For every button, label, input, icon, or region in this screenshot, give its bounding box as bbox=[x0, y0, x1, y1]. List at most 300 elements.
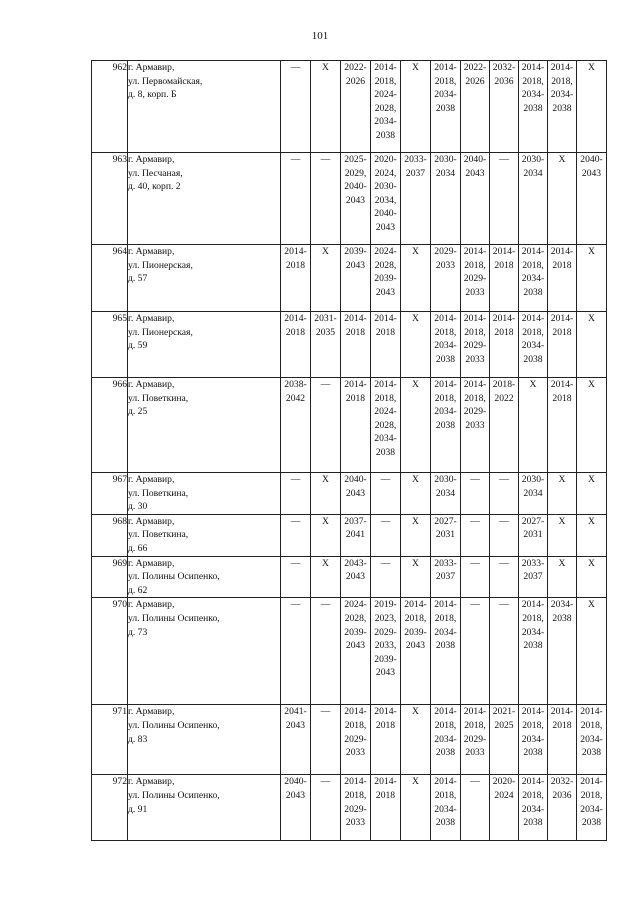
schedule-value: — bbox=[499, 599, 509, 611]
schedule-value: 2037- bbox=[344, 515, 367, 527]
schedule-cell bbox=[548, 598, 577, 705]
schedule-value: — bbox=[290, 62, 301, 73]
table-row bbox=[92, 556, 607, 598]
schedule-cell bbox=[371, 312, 401, 378]
schedule-value: 2032- bbox=[492, 62, 516, 73]
schedule-value: 2018, bbox=[434, 392, 457, 404]
schedule-value: 2043 bbox=[345, 259, 366, 271]
schedule-value: 2030- bbox=[521, 154, 545, 165]
schedule-value: Х bbox=[322, 515, 329, 527]
schedule-cell bbox=[281, 598, 311, 705]
schedule-value: 2014- bbox=[463, 313, 487, 324]
schedule-cell bbox=[577, 556, 607, 598]
schedule-cell bbox=[281, 312, 311, 378]
address-cell bbox=[128, 473, 281, 515]
schedule-value: 2034- bbox=[434, 803, 457, 815]
schedule-value: 2018 bbox=[494, 326, 514, 338]
schedule-value: Х bbox=[412, 776, 419, 788]
address-line: г. Армавир, bbox=[128, 379, 175, 390]
schedule-cell bbox=[281, 705, 311, 775]
schedule-value: 2028, bbox=[374, 419, 397, 431]
address-line: ул. Поветкина, bbox=[128, 487, 189, 499]
schedule-cell bbox=[401, 705, 431, 775]
schedule-cell bbox=[281, 556, 311, 598]
row-number: 963 bbox=[92, 153, 128, 245]
schedule-value: Х bbox=[588, 557, 595, 569]
schedule-cell bbox=[490, 775, 519, 841]
schedule-value: 2040- bbox=[344, 181, 367, 193]
schedule-value: 2020- bbox=[492, 776, 516, 788]
schedule-value: — bbox=[470, 599, 480, 611]
schedule-value: Х bbox=[322, 62, 329, 73]
schedule-value: 2014- bbox=[374, 62, 397, 73]
schedule-value: 2030- bbox=[434, 474, 457, 485]
schedule-value: 2014- bbox=[580, 706, 603, 718]
schedule-cell bbox=[401, 473, 431, 515]
schedule-cell bbox=[490, 514, 519, 556]
schedule-value: 2034- bbox=[580, 733, 603, 745]
schedule-cell bbox=[281, 775, 311, 841]
schedule-value: 2014- bbox=[463, 706, 487, 718]
address-line: г. Армавир, bbox=[128, 313, 175, 324]
schedule-cell bbox=[461, 378, 490, 473]
table-row bbox=[92, 598, 607, 705]
schedule-value: Х bbox=[322, 246, 329, 257]
page-number: 101 bbox=[311, 30, 329, 42]
schedule-value: 2033 bbox=[465, 286, 485, 298]
address-line: ул. Полины Осипенко, bbox=[128, 789, 220, 801]
schedule-value: Х bbox=[558, 515, 566, 527]
schedule-value: 2034, bbox=[374, 194, 397, 206]
schedule-cell bbox=[548, 705, 577, 775]
schedule-value: — bbox=[320, 599, 331, 611]
schedule-value: 2018 bbox=[552, 259, 572, 271]
schedule-value: 2014- bbox=[521, 706, 545, 718]
schedule-value: 2014- bbox=[434, 706, 457, 718]
address-line: г. Армавир, bbox=[128, 246, 175, 257]
schedule-value: 2028, bbox=[374, 259, 397, 271]
schedule-value: 2031 bbox=[523, 529, 543, 541]
schedule-value: 2018, bbox=[434, 75, 457, 87]
schedule-value: 2026 bbox=[345, 75, 366, 87]
address-line: д. 59 bbox=[128, 340, 148, 352]
schedule-value: 2014- bbox=[550, 379, 574, 390]
schedule-value: — bbox=[320, 706, 331, 718]
schedule-value: 2018, bbox=[344, 789, 367, 801]
schedule-value: 2024- bbox=[374, 89, 397, 101]
schedule-value: 2032- bbox=[550, 776, 574, 788]
schedule-cell bbox=[401, 514, 431, 556]
address-line: д. 83 bbox=[128, 733, 148, 745]
address-line: д. 91 bbox=[128, 803, 148, 815]
schedule-value: 2018, bbox=[464, 326, 486, 338]
schedule-value: 2018- bbox=[492, 379, 516, 390]
schedule-cell bbox=[519, 61, 548, 153]
schedule-cell bbox=[548, 245, 577, 312]
schedule-value: 2014- bbox=[521, 313, 545, 324]
schedule-cell bbox=[281, 153, 311, 245]
address-line: г. Армавир, bbox=[128, 599, 175, 611]
schedule-cell bbox=[577, 598, 607, 705]
schedule-value: Х bbox=[588, 379, 595, 390]
schedule-value: — bbox=[290, 557, 301, 569]
address-line: ул. Поветкина, bbox=[128, 392, 189, 404]
schedule-cell bbox=[490, 473, 519, 515]
schedule-value: 2033 bbox=[465, 419, 485, 431]
schedule-cell bbox=[490, 705, 519, 775]
schedule-value: 2043 bbox=[345, 571, 366, 583]
schedule-value: 2038- bbox=[284, 379, 307, 390]
schedule-value: 2024- bbox=[374, 246, 397, 257]
schedule-value: 2034- bbox=[550, 89, 574, 101]
schedule-value: 2029- bbox=[463, 406, 487, 418]
schedule-value: 2014- bbox=[284, 313, 307, 324]
schedule-value: 2038 bbox=[523, 747, 543, 759]
schedule-value: 2018 bbox=[345, 392, 366, 404]
schedule-value: 2034- bbox=[434, 406, 457, 418]
schedule-value: 2018, bbox=[522, 75, 544, 87]
schedule-value: 2037 bbox=[523, 571, 543, 583]
schedule-cell bbox=[490, 598, 519, 705]
schedule-value: 2037 bbox=[435, 571, 456, 583]
schedule-value: Х bbox=[588, 62, 595, 73]
schedule-value: 2024, bbox=[374, 167, 397, 179]
schedule-cell bbox=[401, 598, 431, 705]
schedule-value: 2024- bbox=[344, 599, 367, 611]
schedule-cell bbox=[490, 245, 519, 312]
schedule-value: 2038 bbox=[523, 640, 543, 652]
schedule-cell bbox=[401, 556, 431, 598]
schedule-value: 2030- bbox=[434, 154, 457, 165]
schedule-value: 2014- bbox=[550, 706, 574, 718]
schedule-value: 2014- bbox=[463, 379, 487, 390]
schedule-value: Х bbox=[412, 474, 419, 485]
schedule-value: 2034- bbox=[550, 599, 574, 611]
schedule-value: 2014- bbox=[434, 776, 457, 788]
schedule-value: 2039- bbox=[404, 626, 427, 638]
schedule-value: 2014- bbox=[492, 246, 516, 257]
schedule-cell bbox=[548, 312, 577, 378]
schedule-value: 2028, bbox=[374, 102, 397, 114]
schedule-cell bbox=[461, 598, 490, 705]
schedule-value: 2038 bbox=[435, 353, 456, 365]
row-number: 965 bbox=[92, 312, 128, 378]
schedule-cell bbox=[431, 775, 461, 841]
address-line: д. 57 bbox=[128, 273, 148, 285]
schedule-value: Х bbox=[412, 557, 419, 569]
address-line: д. 30 bbox=[128, 501, 148, 513]
schedule-cell bbox=[371, 598, 401, 705]
schedule-cell bbox=[311, 378, 341, 473]
schedule-value: 2018 bbox=[552, 392, 572, 404]
schedule-value: 2023, bbox=[374, 612, 397, 624]
schedule-cell bbox=[341, 312, 371, 378]
schedule-cell bbox=[341, 556, 371, 598]
address-line: г. Армавир, bbox=[128, 557, 175, 569]
schedule-value: 2038 bbox=[581, 747, 602, 759]
schedule-value: 2014- bbox=[463, 246, 487, 257]
schedule-value: 2029- bbox=[434, 246, 457, 257]
schedule-cell bbox=[577, 775, 607, 841]
schedule-cell bbox=[577, 312, 607, 378]
schedule-cell bbox=[490, 153, 519, 245]
schedule-value: 2034- bbox=[434, 626, 457, 638]
schedule-value: 2034- bbox=[434, 733, 457, 745]
schedule-value: 2038 bbox=[375, 446, 396, 458]
schedule-value: 2043 bbox=[375, 667, 396, 679]
schedule-cell bbox=[431, 61, 461, 153]
schedule-value: 2018 bbox=[552, 326, 572, 338]
schedule-cell bbox=[519, 514, 548, 556]
table-row bbox=[92, 245, 607, 312]
schedule-value: Х bbox=[412, 62, 419, 73]
schedule-cell bbox=[401, 312, 431, 378]
row-number: 962 bbox=[92, 61, 128, 153]
schedule-cell bbox=[461, 473, 490, 515]
schedule-cell bbox=[431, 705, 461, 775]
schedule-value: 2022- bbox=[463, 62, 487, 73]
schedule-value: Х bbox=[529, 379, 537, 390]
schedule-value: 2038 bbox=[435, 419, 456, 431]
schedule-value: 2034 bbox=[523, 167, 543, 179]
row-number: 970 bbox=[92, 598, 128, 705]
schedule-value: 2041- bbox=[284, 706, 307, 718]
schedule-value: 2018, bbox=[522, 259, 544, 271]
schedule-value: 2014- bbox=[344, 313, 367, 324]
schedule-cell bbox=[548, 775, 577, 841]
schedule-value: 2014- bbox=[492, 313, 516, 324]
schedule-value: Х bbox=[412, 246, 419, 257]
schedule-value: 2025 bbox=[494, 719, 514, 731]
address-line: ул. Полины Осипенко, bbox=[128, 719, 220, 731]
schedule-value: 2039- bbox=[374, 653, 397, 665]
schedule-cell bbox=[341, 378, 371, 473]
schedule-value: 2018 bbox=[285, 326, 306, 338]
address-line: д. 62 bbox=[128, 584, 148, 596]
schedule-cell bbox=[371, 705, 401, 775]
schedule-value: Х bbox=[558, 474, 566, 485]
schedule-value: Х bbox=[588, 599, 595, 611]
schedule-value: 2043- bbox=[344, 557, 367, 569]
schedule-value: 2018 bbox=[375, 789, 396, 801]
row-number: 966 bbox=[92, 378, 128, 473]
schedule-value: 2038 bbox=[435, 102, 456, 114]
schedule-cell bbox=[519, 598, 548, 705]
schedule-value: 2018, bbox=[580, 789, 603, 801]
schedule-cell bbox=[519, 556, 548, 598]
schedule-value: — bbox=[499, 474, 509, 485]
schedule-value: 2030- bbox=[374, 181, 397, 193]
schedule-cell bbox=[311, 514, 341, 556]
schedule-value: 2040- bbox=[284, 776, 307, 788]
schedule-cell bbox=[577, 473, 607, 515]
schedule-value: 2034- bbox=[521, 733, 545, 745]
address-cell bbox=[128, 378, 281, 473]
schedule-cell bbox=[371, 556, 401, 598]
schedule-value: 2043 bbox=[345, 640, 366, 652]
schedule-value: Х bbox=[412, 379, 419, 390]
schedule-value: 2028, bbox=[344, 612, 367, 624]
schedule-value: — bbox=[380, 515, 391, 527]
schedule-value: 2034- bbox=[374, 433, 397, 445]
address-cell bbox=[128, 153, 281, 245]
address-line: ул. Поветкина, bbox=[128, 529, 189, 541]
schedule-value: 2014- bbox=[521, 62, 545, 73]
schedule-value: 2018, bbox=[404, 612, 427, 624]
schedule-value: 2043 bbox=[375, 286, 396, 298]
schedule-cell bbox=[519, 705, 548, 775]
schedule-value: — bbox=[290, 474, 301, 485]
address-cell bbox=[128, 245, 281, 312]
address-line: г. Армавир, bbox=[128, 515, 175, 527]
address-line: ул. Полины Осипенко, bbox=[128, 571, 220, 583]
schedule-cell bbox=[311, 556, 341, 598]
schedule-cell bbox=[401, 61, 431, 153]
schedule-value: 2033, bbox=[374, 640, 397, 652]
table-row bbox=[92, 378, 607, 473]
schedule-cell bbox=[461, 245, 490, 312]
schedule-value: 2033 bbox=[465, 353, 485, 365]
schedule-value: 2018 bbox=[552, 719, 572, 731]
schedule-value: 2014- bbox=[344, 379, 367, 390]
schedule-cell bbox=[577, 153, 607, 245]
schedule-value: 2018, bbox=[464, 719, 486, 731]
address-cell bbox=[128, 556, 281, 598]
schedule-value: 2033- bbox=[404, 154, 427, 165]
schedule-value: 2024- bbox=[374, 406, 397, 418]
schedule-cell bbox=[461, 705, 490, 775]
schedule-value: 2031 bbox=[435, 529, 456, 541]
schedule-value: 2038 bbox=[552, 102, 572, 114]
row-number: 972 bbox=[92, 775, 128, 841]
row-number: 967 bbox=[92, 473, 128, 515]
schedule-cell bbox=[548, 556, 577, 598]
schedule-value: 2020- bbox=[374, 154, 397, 165]
schedule-value: — bbox=[499, 557, 509, 569]
row-number: 969 bbox=[92, 556, 128, 598]
schedule-cell bbox=[341, 775, 371, 841]
address-line: д. 66 bbox=[128, 542, 148, 554]
schedule-cell bbox=[431, 514, 461, 556]
schedule-value: 2034- bbox=[521, 626, 545, 638]
schedule-value: 2033 bbox=[435, 259, 456, 271]
schedule-cell bbox=[577, 61, 607, 153]
schedule-value: 2014- bbox=[434, 62, 457, 73]
schedule-value: 2014- bbox=[374, 313, 397, 324]
schedule-value: 2014- bbox=[434, 313, 457, 324]
address-line: г. Армавир, bbox=[128, 474, 175, 485]
schedule-value: 2043 bbox=[345, 194, 366, 206]
schedule-cell bbox=[490, 312, 519, 378]
schedule-value: — bbox=[470, 557, 480, 569]
address-line: ул. Первомайская, bbox=[128, 75, 203, 87]
schedule-value: Х bbox=[322, 557, 329, 569]
schedule-cell bbox=[461, 61, 490, 153]
schedule-value: 2014- bbox=[404, 599, 427, 611]
schedule-value: 2018, bbox=[522, 612, 544, 624]
schedule-value: — bbox=[290, 599, 301, 611]
schedule-value: — bbox=[290, 154, 301, 165]
schedule-value: — bbox=[470, 776, 480, 788]
schedule-cell bbox=[490, 556, 519, 598]
schedule-cell bbox=[311, 312, 341, 378]
schedule-cell bbox=[371, 153, 401, 245]
schedule-cell bbox=[461, 556, 490, 598]
schedule-value: 2018, bbox=[522, 326, 544, 338]
table-row bbox=[92, 153, 607, 245]
schedule-cell bbox=[431, 473, 461, 515]
schedule-value: 2029- bbox=[344, 733, 367, 745]
schedule-value: 2034- bbox=[434, 89, 457, 101]
schedule-value: — bbox=[320, 776, 331, 788]
schedule-value: — bbox=[380, 557, 391, 569]
schedule-value: 2038 bbox=[552, 612, 572, 624]
schedule-cell bbox=[431, 312, 461, 378]
schedule-value: 2034- bbox=[434, 340, 457, 352]
schedule-value: 2018, bbox=[434, 326, 457, 338]
schedule-value: — bbox=[499, 515, 509, 527]
schedule-value: 2043 bbox=[375, 221, 396, 233]
schedule-cell bbox=[548, 514, 577, 556]
schedule-cell bbox=[371, 245, 401, 312]
schedule-cell bbox=[548, 153, 577, 245]
schedule-cell bbox=[371, 473, 401, 515]
address-line: д. 40, корп. 2 bbox=[128, 181, 181, 193]
schedule-value: 2018, bbox=[434, 612, 457, 624]
schedule-value: 2018 bbox=[494, 259, 514, 271]
schedule-value: 2018, bbox=[434, 789, 457, 801]
schedule-cell bbox=[311, 245, 341, 312]
schedule-value: 2043 bbox=[285, 719, 306, 731]
schedule-cell bbox=[577, 705, 607, 775]
schedule-value: 2043 bbox=[581, 167, 602, 179]
schedule-cell bbox=[577, 245, 607, 312]
schedule-cell bbox=[431, 245, 461, 312]
schedule-value: 2014- bbox=[550, 62, 574, 73]
schedule-cell bbox=[431, 598, 461, 705]
address-cell bbox=[128, 312, 281, 378]
schedule-value: Х bbox=[558, 154, 566, 165]
schedule-value: 2037 bbox=[405, 167, 426, 179]
schedule-value: 2043 bbox=[345, 487, 366, 499]
table-row bbox=[92, 312, 607, 378]
schedule-value: 2029- bbox=[463, 340, 487, 352]
schedule-value: 2029- bbox=[463, 733, 487, 745]
address-cell bbox=[128, 61, 281, 153]
schedule-value: Х bbox=[322, 474, 329, 485]
schedule-cell bbox=[311, 598, 341, 705]
schedule-cell bbox=[341, 61, 371, 153]
schedule-value: 2033- bbox=[521, 557, 545, 569]
schedule-value: 2025- bbox=[344, 154, 367, 165]
table-row bbox=[92, 775, 607, 841]
schedule-cell bbox=[490, 378, 519, 473]
schedule-cell bbox=[519, 312, 548, 378]
schedule-value: 2034 bbox=[435, 487, 456, 499]
schedule-cell bbox=[371, 61, 401, 153]
schedule-value: 2030- bbox=[521, 474, 545, 485]
schedule-cell bbox=[371, 514, 401, 556]
address-line: д. 8, корп. Б bbox=[128, 89, 177, 101]
table-row bbox=[92, 705, 607, 775]
address-line: г. Армавир, bbox=[128, 706, 175, 718]
schedule-value: 2040- bbox=[580, 154, 603, 165]
schedule-value: 2014- bbox=[344, 776, 367, 788]
schedule-value: 2034 bbox=[435, 167, 456, 179]
schedule-value: 2039- bbox=[344, 626, 367, 638]
schedule-value: 2033 bbox=[345, 817, 366, 829]
schedule-value: 2035 bbox=[315, 326, 336, 338]
